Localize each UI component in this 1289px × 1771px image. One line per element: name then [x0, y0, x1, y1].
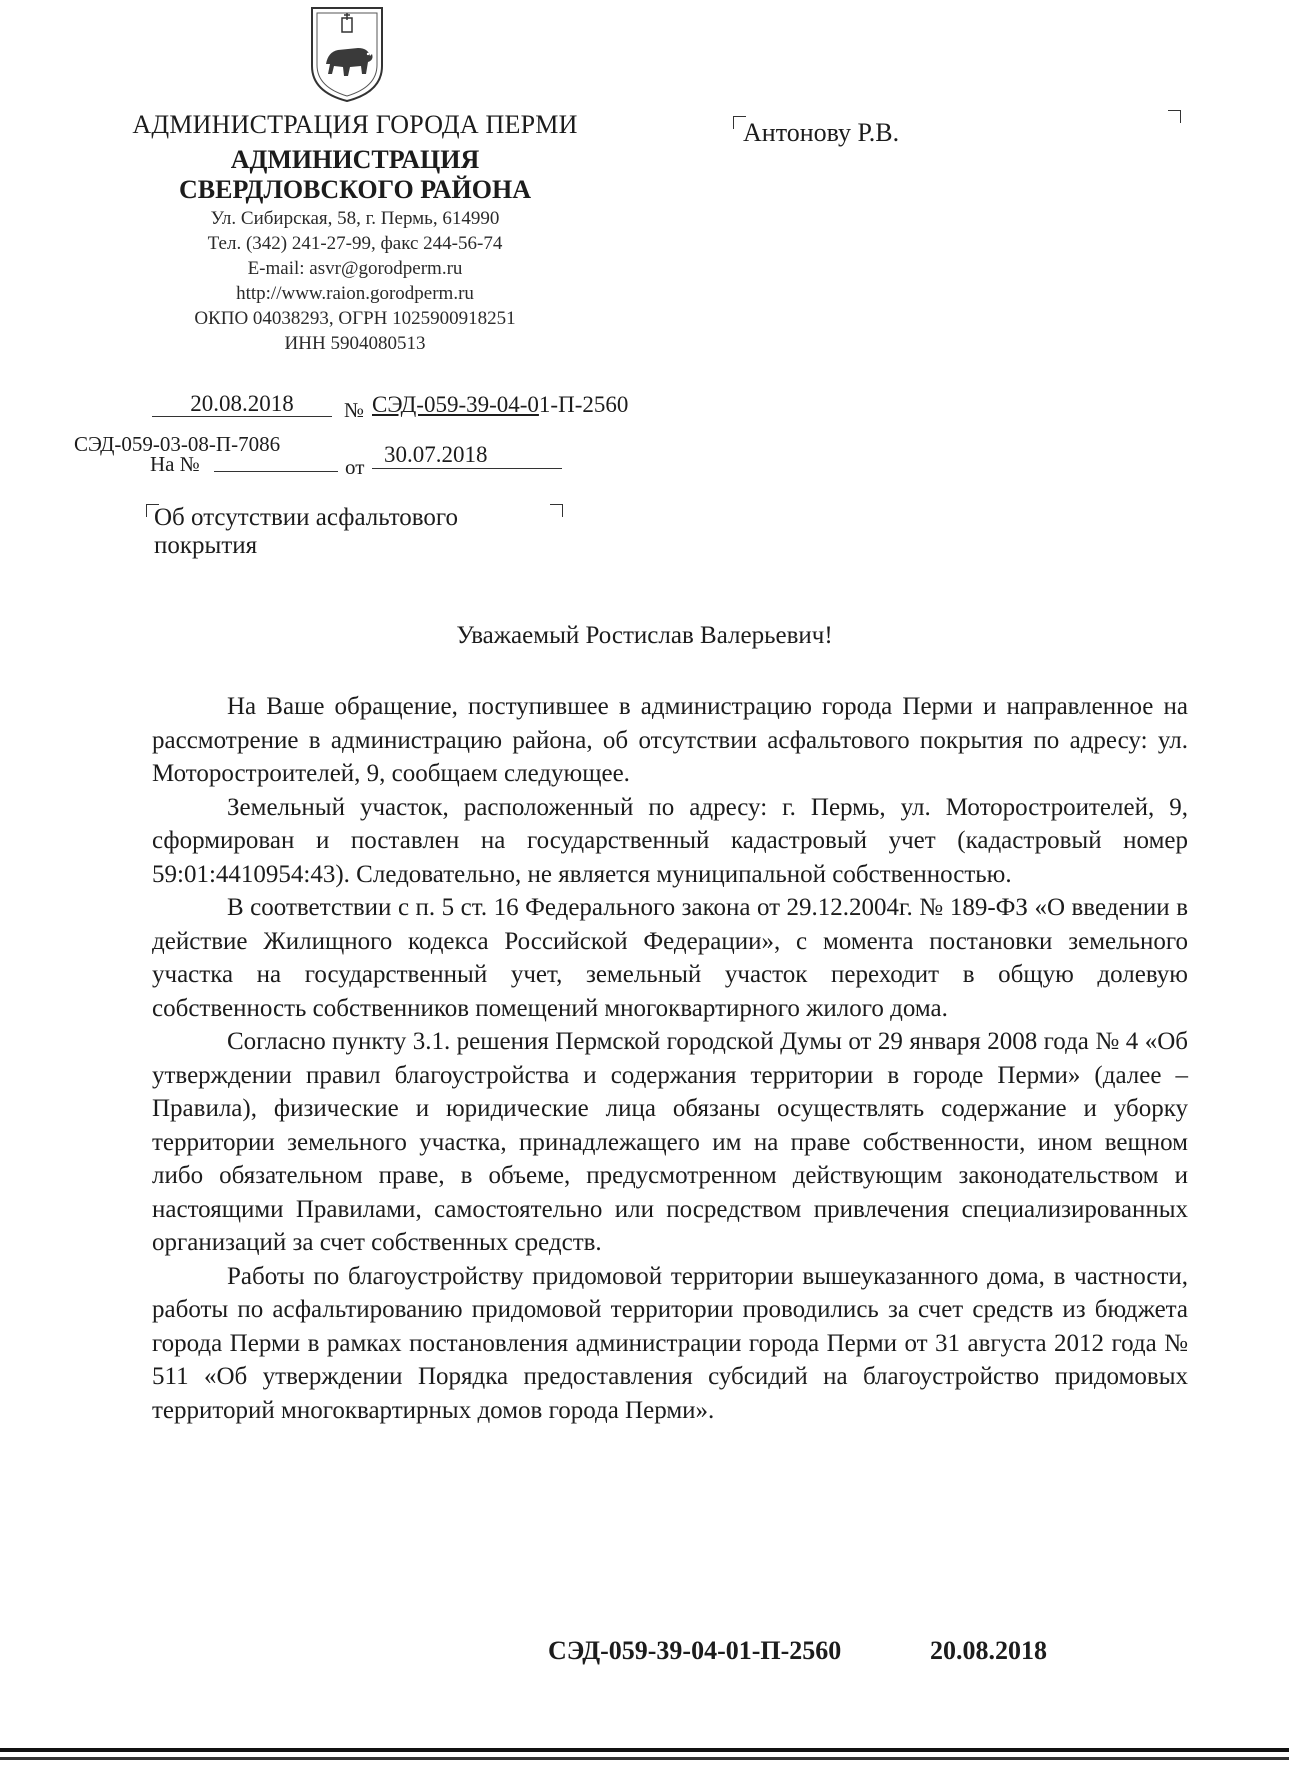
footer-doc-number: СЭД-059-39-04-01-П-2560 — [548, 1636, 842, 1665]
greeting: Уважаемый Ростислав Валерьевич! — [456, 622, 833, 649]
registration-date: 20.08.2018 — [152, 392, 332, 417]
org-inn: ИНН 5904080513 — [284, 333, 426, 354]
org-email: E-mail: asvr@gorodperm.ru — [247, 258, 463, 279]
subject-corner-right — [550, 504, 563, 517]
body-paragraph-1: На Ваше обращение, поступившее в администрацию города Перми и направленное на рассмотрение в администрацию района, об отсутствии асфальтового покрытия по адресу: ул. Моторостроителей, 9, сообщаем следующее. — [152, 693, 1188, 787]
org-name-city: АДМИНИСТРАЦИЯ ГОРОДА ПЕРМИ — [132, 110, 578, 139]
reference-date: 30.07.2018 — [372, 442, 562, 469]
reference-ot-label: от — [345, 455, 365, 479]
body-paragraph-3: В соответствии с п. 5 ст. 16 Федерального закона от 29.12.2004г. № 189-ФЗ «О введении в действие Жилищного кодекса Российской Федерации», с момента постановки земельного участка на государственный учет, земельный участок переходит в общую долевую собственность собственников помещений многоквартирного жилого дома. — [152, 894, 1188, 1022]
org-website: http://www.raion.gorodperm.ru — [236, 283, 474, 304]
body-paragraph-4: Согласно пункту 3.1. решения Пермской городской Думы от 29 января 2008 года № 4 «Об утверждении правил благоустройства и содержания территории в городе Перми» (далее – Правила), физические и юридические лица обязаны осуществлять содержание и уборку территории земельного участка, принадлежащего им на праве собственности, ином вещном либо обязательном праве, в объеме, предусмотренном действующим законодательством и настоящими Правилами, самостоятельно или посредством привлечения специализированных организаций за счет собственных средств. — [152, 1028, 1188, 1256]
coat-of-arms-emblem — [308, 4, 386, 104]
body-paragraph-2: Земельный участок, расположенный по адресу: г. Пермь, ул. Моторостроителей, 9, сформирован и поставлен на государственный кадастровый учет (кадастровый номер 59:01:4410954:43). Следовательно, не является муниципальной собственностью. — [152, 793, 1188, 888]
registration-number — [372, 392, 628, 418]
scan-edge-line-secondary — [0, 1757, 1289, 1760]
letter-body — [152, 690, 1188, 1427]
reference-na-label: На № — [150, 452, 200, 476]
reference-number-blank-line — [214, 471, 338, 472]
footer-doc-date: 20.08.2018 — [930, 1636, 1047, 1665]
body-paragraph-5: Работы по благоустройству придомовой территории вышеуказанного дома, в частности, работы по асфальтированию придомовой территории проводились за счет средств из бюджета города Перми в рамках постановления администрации города Перми от 31 августа 2012 года № 511 «Об утверждении Порядка предоставления субсидий на благоустройство придомовых территорий многоквартирных домов города Перми». — [152, 1262, 1188, 1424]
subject — [154, 504, 534, 559]
subject-line1: Об отсутствии асфальтового — [154, 504, 459, 531]
scan-edge-line — [0, 1748, 1289, 1752]
registration-number-rest: 1-П-2560 — [538, 392, 629, 417]
org-phone: Тел. (342) 241-27-99, факс 244-56-74 — [207, 233, 503, 254]
reference-number: СЭД-059-03-08-П-7086 — [74, 432, 281, 456]
registration-number-label: № — [344, 398, 365, 422]
org-name-district-line2: СВЕРДЛОВСКОГО РАЙОНА — [179, 175, 531, 204]
org-name-district-line1: АДМИНИСТРАЦИЯ — [230, 145, 480, 174]
addressee: Антонову Р.В. — [743, 118, 900, 147]
subject-line2: покрытия — [154, 531, 258, 559]
registration-number-underlined: СЭД-059-39-04-0 — [372, 392, 539, 417]
addressee-corner-right — [1168, 110, 1181, 123]
org-okpo-ogrn: ОКПО 04038293, ОГРН 1025900918251 — [194, 308, 516, 329]
org-address: Ул. Сибирская, 58, г. Пермь, 614990 — [210, 208, 500, 229]
